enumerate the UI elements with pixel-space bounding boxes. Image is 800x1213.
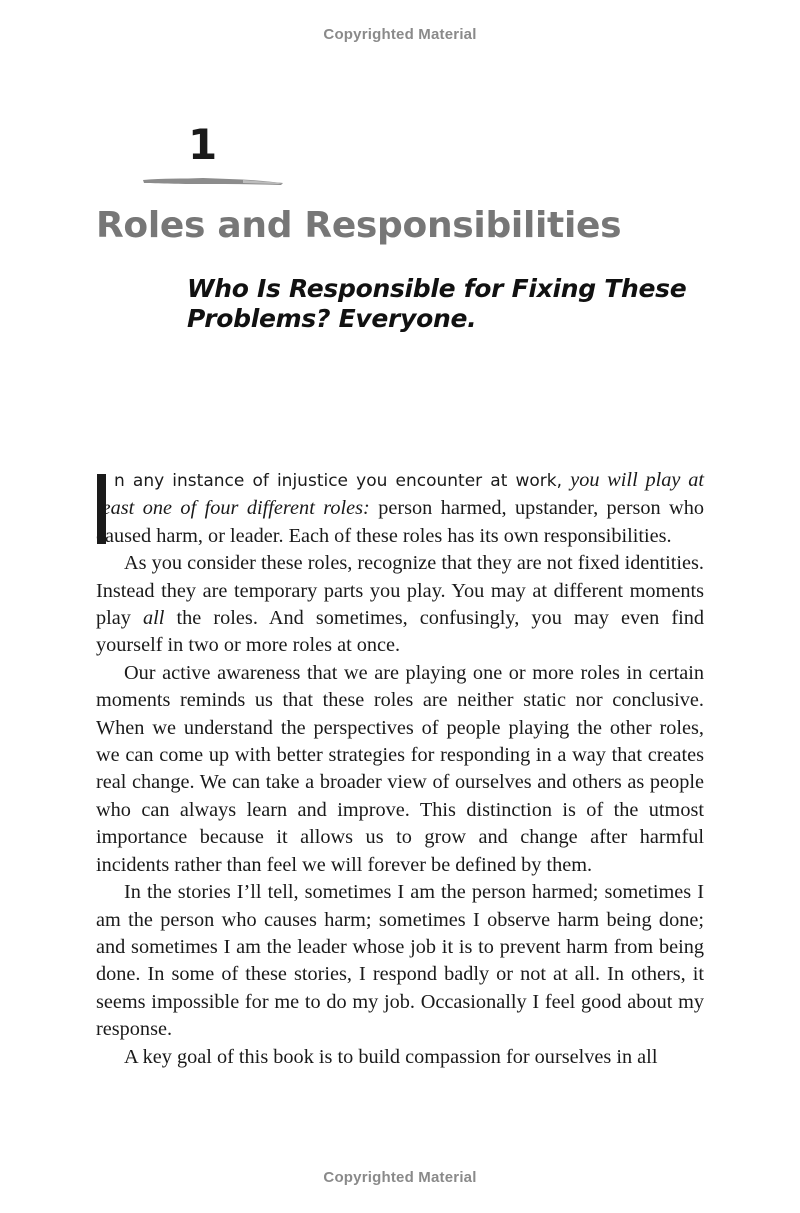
paragraph-text: person harmed, upstander, person who caused harm, or leader. Each of these roles has its own responsibilities. bbox=[96, 497, 704, 547]
paragraph-3: Our active awareness that we are playing one or more roles in certain moments reminds us that these roles are neither static nor conclusive. When we understand the perspectives of people playing the other roles, we can come up with better strategies for responding in a way that creates real change. We can take a broader view of ourselves and others as people who can always learn and improve. This distinction is of the utmost importance because it allows us to grow and change after harmful incidents rather than feel we will forever be defined by them. bbox=[96, 661, 704, 876]
paragraph-5: A key goal of this book is to build compassion for ourselves in all bbox=[124, 1045, 658, 1068]
subtitle-line-1: Who Is Responsible for Fixing These bbox=[187, 274, 687, 303]
brush-stroke-divider bbox=[143, 176, 283, 186]
paragraph-text: the roles. And sometimes, confusingly, you may even find yourself in two or more roles at once. bbox=[96, 607, 704, 657]
paragraph-text: As you consider these roles, recognize that they are not fixed identities. Instead they are temporary parts you play. You may at different moments play bbox=[96, 552, 704, 630]
copyright-footer: Copyrighted Material bbox=[323, 1169, 477, 1186]
chapter-title: Roles and Responsibilities bbox=[96, 205, 622, 246]
paragraph-2 bbox=[96, 550, 704, 660]
body-text bbox=[96, 467, 704, 1071]
paragraph-4: In the stories I’ll tell, sometimes I am the person harmed; sometimes I am the person who causes harm; sometimes I observe harm being done; and sometimes I am the leader whose job it is to prevent harm from being done. In some of these stories, I respond badly or not at all. In others, it seems impossible for me to do my job. Occasionally I feel good about my response. bbox=[96, 881, 704, 1041]
copyright-header: Copyrighted Material bbox=[323, 26, 477, 43]
paragraph-1 bbox=[96, 467, 704, 550]
chapter-number: 1 bbox=[188, 120, 218, 169]
emphasis-text: all bbox=[143, 607, 165, 630]
emphasis-text: you will play at least one of four different roles: bbox=[96, 469, 704, 520]
chapter-subtitle bbox=[187, 274, 707, 334]
subtitle-line-2: Problems? Everyone. bbox=[187, 304, 477, 333]
lead-in-text: n any instance of injustice you encounter at work, bbox=[114, 471, 571, 491]
